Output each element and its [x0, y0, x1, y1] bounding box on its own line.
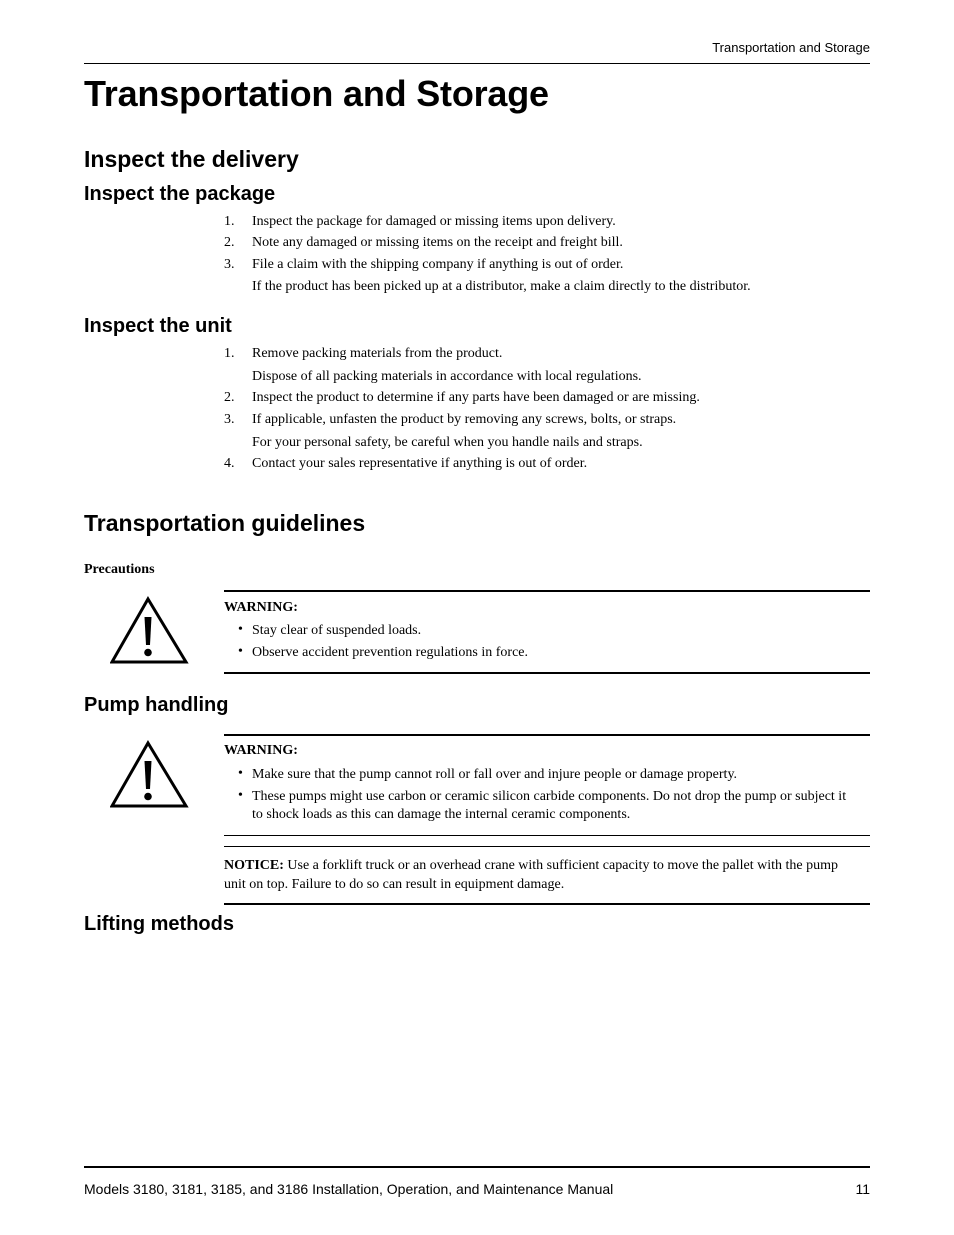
bullet-icon: • — [238, 622, 243, 637]
warning-bullet-text: Make sure that the pump cannot roll or fall over and injure people or damage property. — [252, 767, 738, 782]
warning-label: WARNING: — [224, 600, 298, 615]
step-text: Inspect the package for damaged or missing items upon delivery. — [252, 214, 616, 229]
bullet-icon: • — [238, 788, 243, 803]
warning-bottom-rule — [224, 835, 870, 836]
bullet-icon: • — [238, 644, 243, 659]
step-text: Inspect the product to determine if any parts have been damaged or are missing. — [252, 390, 700, 405]
page-title: Transportation and Storage — [84, 73, 549, 114]
warning-bullet-text: These pumps might use carbon or ceramic silicon carbide components. Do not drop the pump or subject it to shock loads as this can damage the internal ceramic components. — [252, 789, 847, 822]
notice-block — [224, 856, 858, 894]
step-number: 3. — [224, 412, 235, 427]
footer-manual-title: Models 3180, 3181, 3185, and 3186 Installation, Operation, and Maintenance Manual — [84, 1181, 614, 1197]
step-note: For your personal safety, be careful when you handle nails and straps. — [252, 435, 643, 450]
warning-top-rule — [224, 734, 870, 736]
step-note: Dispose of all packing materials in accordance with local regulations. — [252, 369, 642, 384]
bullet-icon: • — [238, 766, 243, 781]
subsection-heading-lifting-methods: Lifting methods — [84, 913, 234, 935]
subsection-heading-pump-handling: Pump handling — [84, 694, 229, 716]
step-note: If the product has been picked up at a distributor, make a claim directly to the distributor. — [252, 279, 751, 294]
step-text: Contact your sales representative if anything is out of order. — [252, 456, 588, 471]
notice-bottom-rule — [224, 903, 870, 905]
step-number: 2. — [224, 235, 235, 250]
notice-top-rule — [224, 846, 870, 847]
warning-bottom-rule — [224, 672, 870, 674]
step-text: Note any damaged or missing items on the receipt and freight bill. — [252, 235, 623, 250]
notice-text: Use a forklift truck or an overhead crane with sufficient capacity to move the pallet with the pump unit on top. Failure to do so can result in equipment damage. — [224, 858, 839, 892]
subsection-heading-inspect-unit: Inspect the unit — [84, 315, 232, 337]
page-number: 11 — [855, 1181, 870, 1197]
section-heading-transportation: Transportation guidelines — [84, 510, 366, 536]
step-number: 1. — [224, 346, 235, 361]
warning-bullet-text: Observe accident prevention regulations in force. — [252, 645, 529, 660]
step-text: If applicable, unfasten the product by removing any screws, bolts, or straps. — [252, 412, 677, 427]
step-number: 4. — [224, 456, 235, 471]
step-text: Remove packing materials from the product. — [252, 346, 503, 361]
warning-bullet-text: Stay clear of suspended loads. — [252, 623, 422, 638]
section-heading-inspect-delivery: Inspect the delivery — [84, 146, 299, 172]
notice-label: NOTICE: — [224, 858, 284, 873]
precautions-label: Precautions — [84, 562, 155, 577]
subsection-heading-inspect-package: Inspect the package — [84, 183, 276, 205]
header-rule — [84, 63, 870, 64]
step-text: File a claim with the shipping company if anything is out of order. — [252, 257, 624, 272]
warning-label: WARNING: — [224, 743, 298, 758]
step-number: 2. — [224, 390, 235, 405]
warning-triangle-icon — [110, 740, 190, 810]
running-header: Transportation and Storage — [712, 40, 870, 55]
footer-rule — [84, 1166, 870, 1168]
step-number: 3. — [224, 257, 235, 272]
warning-triangle-icon — [110, 596, 190, 666]
step-number: 1. — [224, 214, 235, 229]
warning-top-rule — [224, 590, 870, 592]
